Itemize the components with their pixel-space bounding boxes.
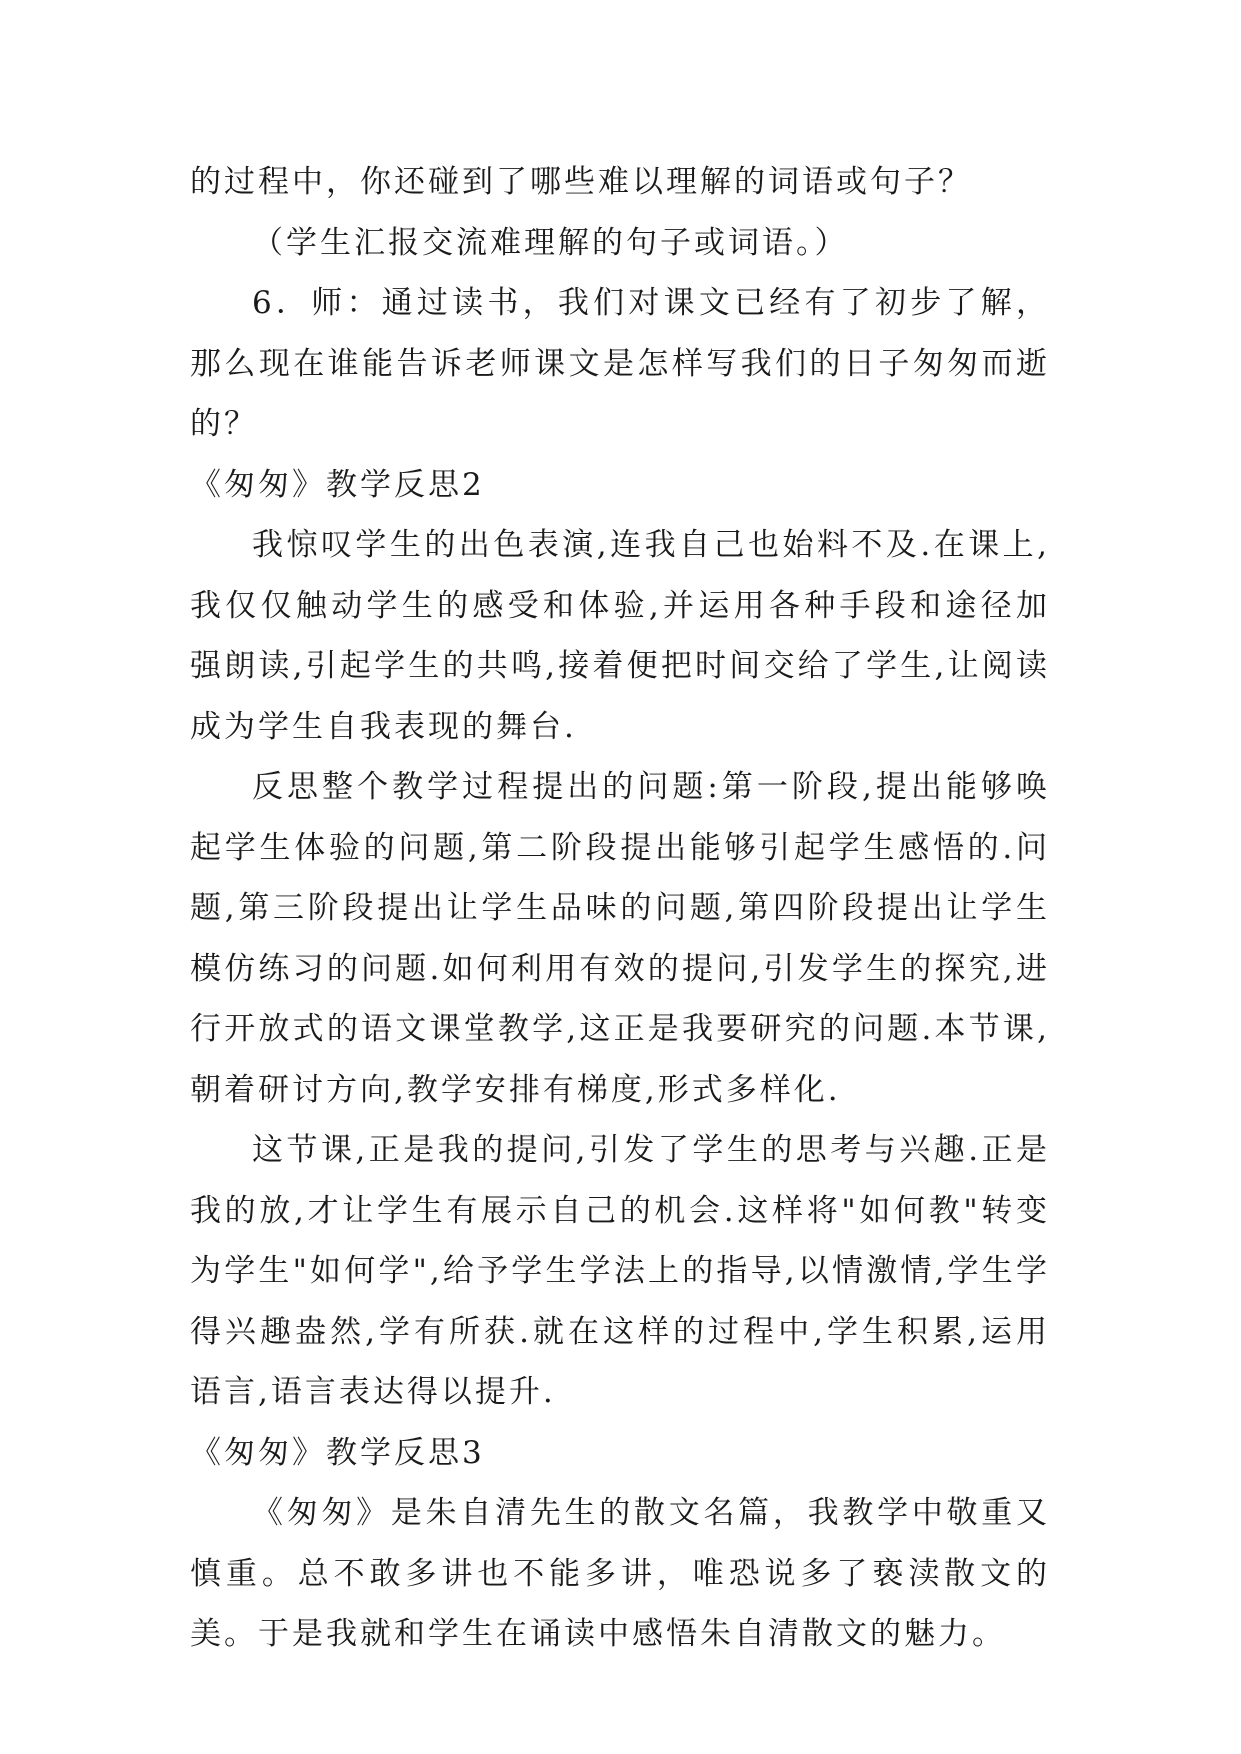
- paragraph-reflection-3-intro: 《匆匆》是朱自清先生的散文名篇，我教学中敬重又慎重。总不敢多讲也不能多讲，唯恐说多了亵渎散文的美。于是我就和学生在诵读中感悟朱自清散文的魅力。: [190, 1495, 1050, 1652]
- section-heading-reflection-2: 《匆匆》教学反思2: [190, 466, 485, 503]
- paragraph-student-report: （学生汇报交流难理解的句子或词语。）: [252, 224, 849, 261]
- paragraph-reflection-2-summary: 这节课,正是我的提问,引发了学生的思考与兴趣.正是我的放,才让学生有展示自己的机会.这样将"如何教"转变为学生"如何学",给予学生学法上的指导,以情激情,学生学得兴趣盎然,学有所获.就在这样的过程中,学生积累,运用语言,语言表达得以提升.: [190, 1132, 1050, 1410]
- paragraph-reflection-2-intro: 我惊叹学生的出色表演,连我自己也始料不及.在课上,我仅仅触动学生的感受和体验,并运用各种手段和途径加强朗读,引起学生的共鸣,接着便把时间交给了学生,让阅读成为学生自我表现的舞台.: [190, 527, 1050, 745]
- document-body: [190, 152, 1050, 1665]
- section-heading-reflection-3: 《匆匆》教学反思3: [190, 1434, 485, 1471]
- paragraph-reflection-2-questions: 反思整个教学过程提出的问题:第一阶段,提出能够唤起学生体验的问题,第二阶段提出能够引起学生感悟的.问题,第三阶段提出让学生品味的问题,第四阶段提出让学生模仿练习的问题.如何利用有效的提问,引发学生的探究,进行开放式的语文课堂教学,这正是我要研究的问题.本节课,朝着研讨方向,教学安排有梯度,形式多样化.: [190, 769, 1050, 1108]
- paragraph-teacher-question: 6．师：通过读书，我们对课文已经有了初步了解，那么现在谁能告诉老师课文是怎样写我们的日子匆匆而逝的？: [190, 285, 1050, 442]
- paragraph-continuation: 的过程中，你还碰到了哪些难以理解的词语或句子？: [190, 164, 972, 200]
